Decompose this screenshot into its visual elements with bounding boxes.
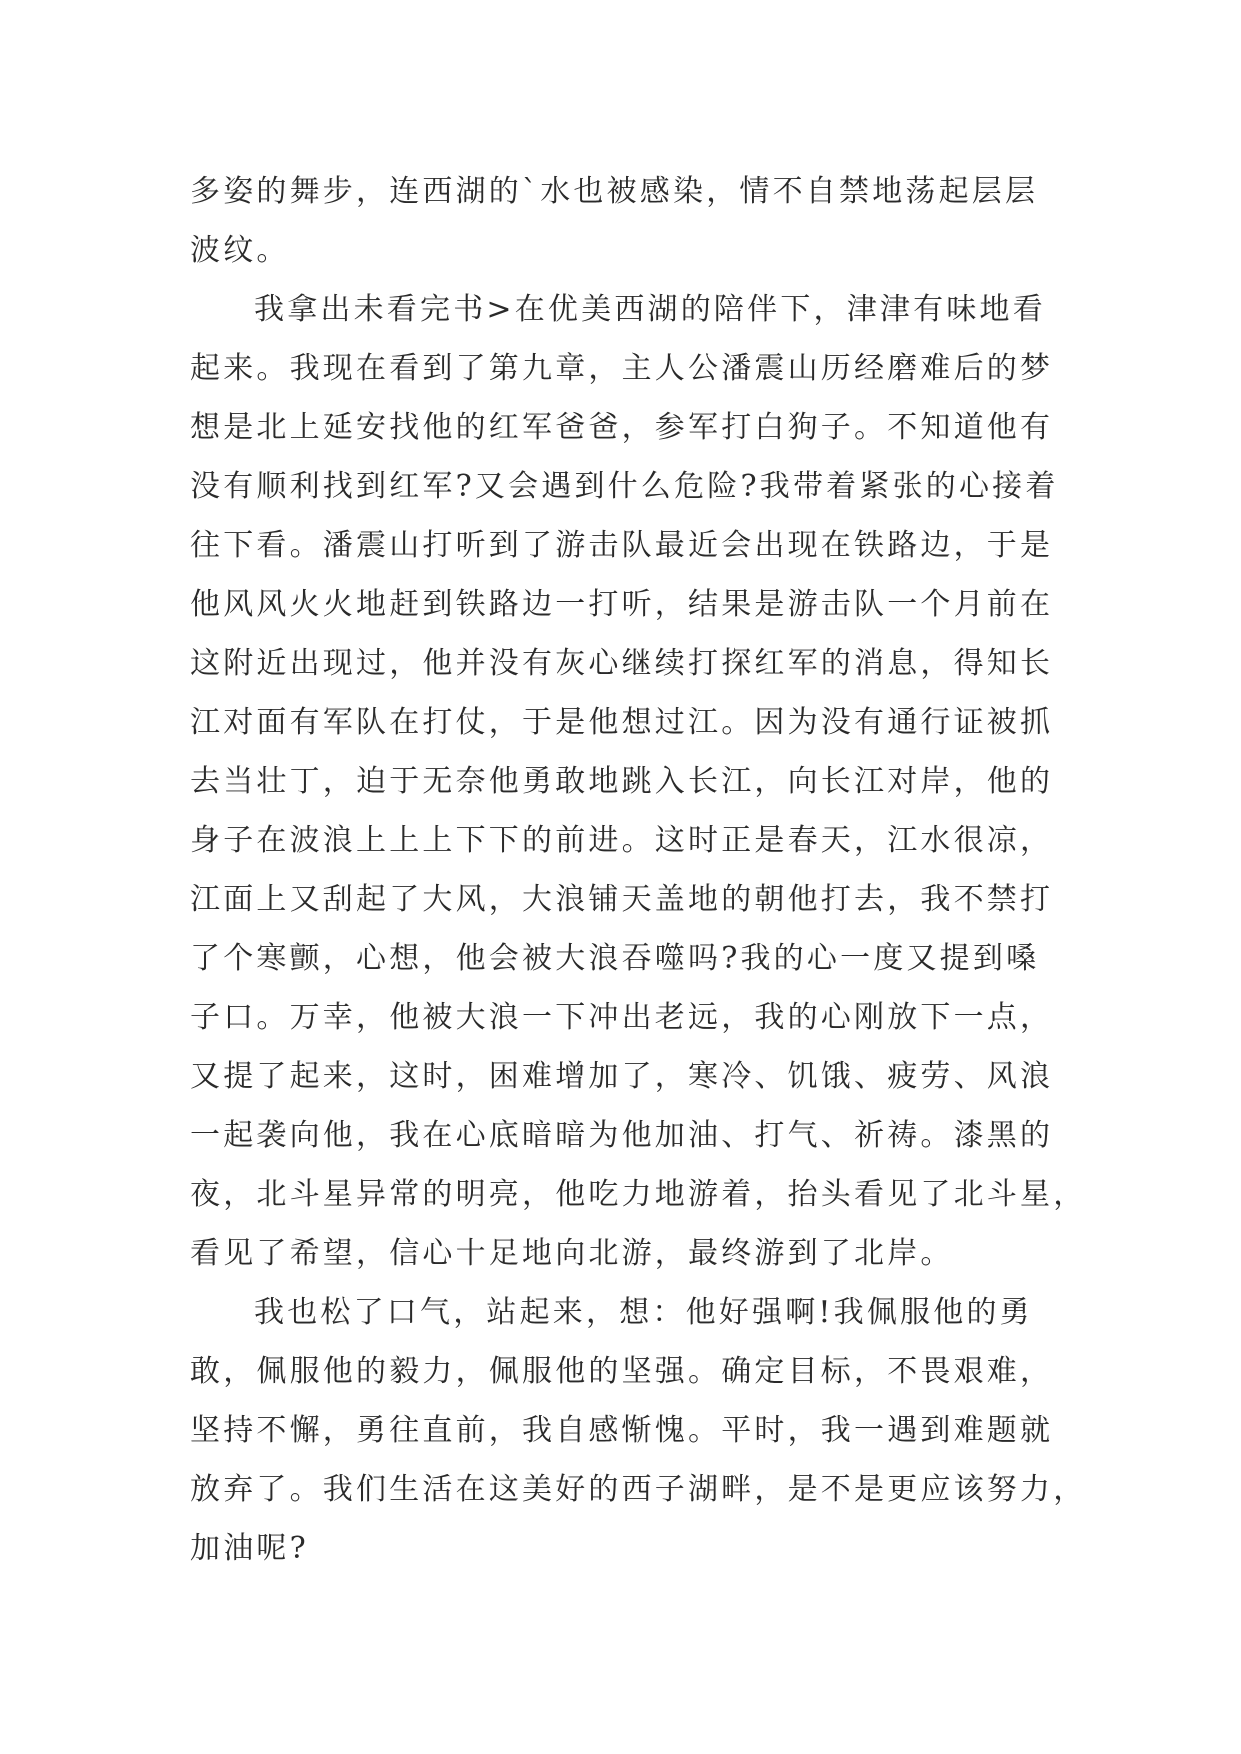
text-line: 我拿出未看完书>在优美西湖的陪伴下，津津有味地看 (254, 292, 1046, 327)
text-line: 又提了起来，这时，困难增加了，寒冷、饥饿、疲劳、风浪 (190, 1059, 1054, 1094)
paragraph (190, 280, 1087, 1283)
document-body (190, 162, 1087, 1578)
paragraph (190, 1283, 1087, 1578)
text-line: 波纹。 (190, 233, 290, 268)
text-line: 一起袭向他，我在心底暗暗为他加油、打气、祈祷。漆黑的 (190, 1118, 1054, 1153)
text-line: 我也松了口气，站起来，想：他好强啊!我佩服他的勇 (254, 1295, 1033, 1330)
text-line: 坚持不懈，勇往直前，我自感惭愧。平时，我一遇到难题就 (190, 1413, 1054, 1448)
text-line: 江面上又刮起了大风，大浪铺天盖地的朝他打去，我不禁打 (190, 882, 1054, 917)
text-line: 往下看。潘震山打听到了游击队最近会出现在铁路边，于是 (190, 528, 1054, 563)
text-line: 看见了希望，信心十足地向北游，最终游到了北岸。 (190, 1236, 954, 1271)
text-line: 子口。万幸，他被大浪一下冲出老远，我的心刚放下一点， (190, 1000, 1054, 1035)
text-line: 去当壮丁，迫于无奈他勇敢地跳入长江，向长江对岸，他的 (190, 764, 1054, 799)
text-line: 江对面有军队在打仗，于是他想过江。因为没有通行证被抓 (190, 705, 1054, 740)
text-line: 加油呢? (190, 1531, 309, 1566)
text-line: 他风风火火地赶到铁路边一打听，结果是游击队一个月前在 (190, 587, 1054, 622)
text-line: 多姿的舞步，连西湖的`水也被感染，情不自禁地荡起层层 (190, 174, 1039, 209)
text-line: 起来。我现在看到了第九章，主人公潘震山历经磨难后的梦 (190, 351, 1054, 386)
paragraph (190, 162, 1060, 280)
text-line: 了个寒颤，心想，他会被大浪吞噬吗?我的心一度又提到嗓 (190, 941, 1040, 976)
text-line: 没有顺利找到红军?又会遇到什么危险?我带着紧张的心接着 (190, 469, 1059, 504)
text-line: 敢，佩服他的毅力，佩服他的坚强。确定目标，不畏艰难， (190, 1354, 1054, 1389)
text-line: 放弃了。我们生活在这美好的西子湖畔，是不是更应该努力， (190, 1472, 1087, 1507)
text-line: 想是北上延安找他的红军爸爸，参军打白狗子。不知道他有 (190, 410, 1054, 445)
text-line: 这附近出现过，他并没有灰心继续打探红军的消息，得知长 (190, 646, 1054, 681)
text-line: 身子在波浪上上上下下的前进。这时正是春天，江水很凉， (190, 823, 1054, 858)
text-line: 夜，北斗星异常的明亮，他吃力地游着，抬头看见了北斗星， (190, 1177, 1087, 1212)
